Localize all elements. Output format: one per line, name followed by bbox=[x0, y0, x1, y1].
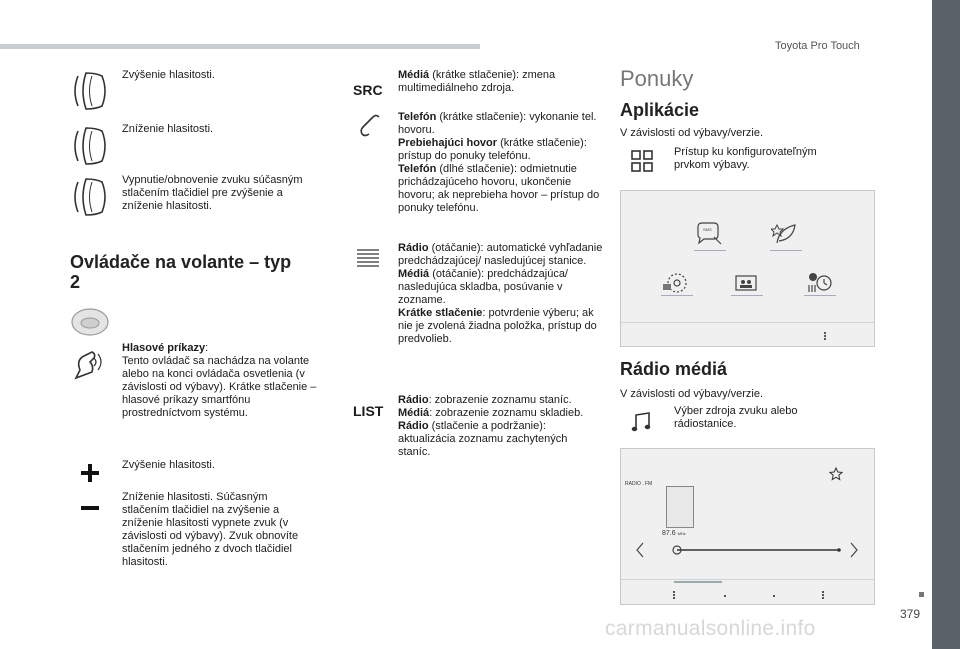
radio-media-title: Rádio médiá bbox=[620, 359, 728, 379]
apps-screen bbox=[620, 190, 875, 347]
plus-text: Zvýšenie hlasitosti. bbox=[122, 459, 215, 471]
page-number: 379 bbox=[900, 607, 921, 621]
frequency-slider bbox=[633, 539, 865, 561]
apps-note: V závislosti od výbavy/verzie. bbox=[620, 127, 764, 139]
menus-title: Ponuky bbox=[620, 66, 694, 91]
radio-screen bbox=[620, 448, 875, 605]
contacts-card-icon bbox=[733, 273, 759, 293]
list-label: LIST bbox=[353, 403, 384, 419]
phone-icon bbox=[357, 112, 381, 138]
svg-text:SMS: SMS bbox=[703, 227, 712, 232]
apps-grid-icon bbox=[631, 150, 653, 172]
mute-control-icon bbox=[70, 176, 110, 218]
frequency-readout: 87.6 MHz bbox=[662, 530, 686, 537]
settings-clock-icon bbox=[806, 271, 834, 295]
src-text: Médiá (krátke stlačenie): zmena multimediálneho zdroja. bbox=[398, 69, 556, 94]
minus-text: Zníženie hlasitosti. Súčasným stlačením tlačidiel na zvýšenie a zníženie hlasitosti vypnete zvuk (v závislosti od výbavy). Zvuk obnovíte stlačením jedného z dvoch tlačidiel hlasitosti. bbox=[122, 491, 299, 568]
side-tab bbox=[932, 0, 960, 649]
mute-text: Vypnutie/obnovenie zvuku súčasným stlačením tlačidiel pre zvýšenie a zníženie hlasitosti. bbox=[122, 174, 303, 212]
radio-band-label: RADIO . FM bbox=[625, 481, 653, 487]
volume-up-control-icon bbox=[70, 70, 110, 112]
watermark: carmanualsonline.info bbox=[605, 617, 816, 640]
voice-command-text: Hlasové príkazy: Tento ovládač sa nachádza na volante alebo na konci ovládača osvetlenia (v závislosti od výbavy). Krátke stlačenie – hlasové príkazy smartfónu prostredníctvom systému. bbox=[122, 342, 317, 419]
driving-functions-icon bbox=[661, 271, 689, 295]
radio-media-desc: Výber zdroja zvuku alebo rádiostanice. bbox=[674, 405, 798, 430]
radio-media-note: V závislosti od výbavy/verzie. bbox=[620, 388, 764, 400]
top-rule bbox=[0, 44, 480, 49]
section-title-steering-controls: Ovládače na volante – typ 2 bbox=[70, 252, 292, 292]
station-artwork bbox=[666, 486, 694, 528]
volume-down-text: Zníženie hlasitosti. bbox=[122, 123, 214, 135]
continue-marker bbox=[919, 592, 924, 597]
minus-icon bbox=[80, 504, 100, 512]
running-header: Toyota Pro Touch bbox=[775, 40, 860, 52]
eco-leaf-icon bbox=[771, 221, 799, 247]
phone-text: Telefón (krátke stlačenie): vykonanie tel. hovoru. Prebiehajúci hovor (krátke stlačenie): prístup do ponuky telefónu. Telefón (dlhé stlačenie): odmietnutie prichádzajúceho hovoru, ukončenie hovoru; ak neprebieha hovor – prístup do ponuky telefónu. bbox=[398, 111, 600, 214]
thumbwheel-icon bbox=[355, 247, 381, 271]
plus-icon bbox=[80, 463, 100, 483]
favorite-star-icon bbox=[829, 467, 843, 481]
list-text: Rádio: zobrazenie zoznamu staníc. Médiá: zobrazenie zoznamu skladieb. Rádio (stlačenie a podržanie): aktualizácia zoznamu zachytených staníc. bbox=[398, 394, 584, 458]
src-label: SRC bbox=[353, 82, 383, 98]
volume-down-control-icon bbox=[70, 125, 110, 167]
connected-services-icon bbox=[694, 221, 724, 247]
apps-title: Aplikácie bbox=[620, 100, 700, 120]
volume-up-text: Zvýšenie hlasitosti. bbox=[122, 69, 215, 81]
steering-wheel-icon bbox=[70, 307, 110, 337]
music-note-icon bbox=[631, 411, 651, 433]
thumbwheel-text: Rádio (otáčanie): automatické vyhľadanie predchádzajúcej/ nasledujúcej stanice. Médiá (otáčanie): predchádzajúca/ nasledujúca skladba, posúvanie v zozname. Krátke stlačenie: potvrdenie výberu; ak nie je zvolená žiadna položka, prístup do predvolieb. bbox=[398, 242, 603, 345]
apps-desc: Prístup ku konfigurovateľným prvkom výbavy. bbox=[674, 146, 817, 171]
voice-command-icon bbox=[72, 348, 106, 382]
